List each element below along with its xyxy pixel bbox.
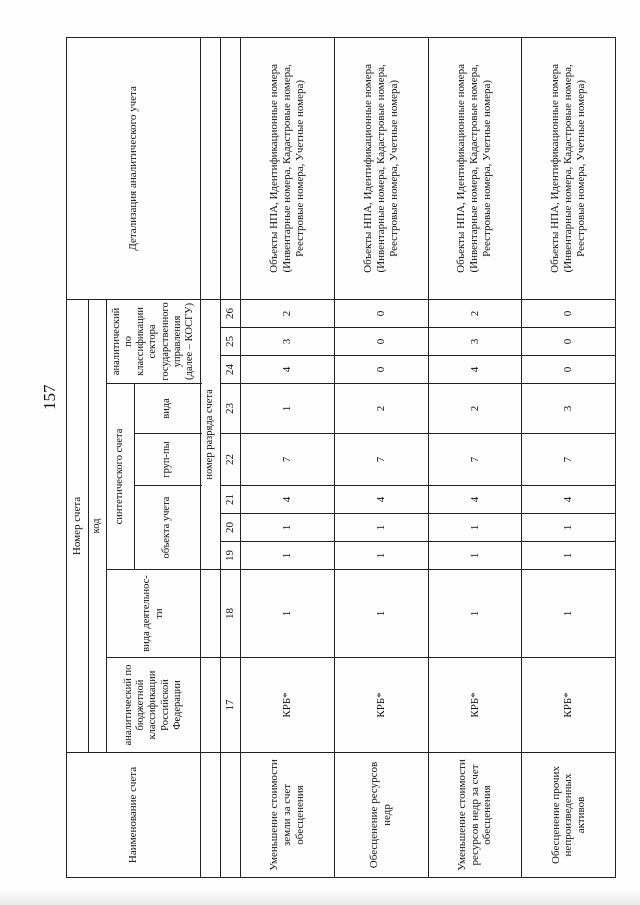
row-detail: Объекты НПА, Идентификационные номера (Инвентарные номера, Кадастровые номера, Реестровые номера, Учетные номера) [241,37,335,299]
table-cell: 1 [522,542,616,570]
table-cell: 1 [522,514,616,542]
header-kind: вида [135,384,201,434]
table-cell: КРБ* [334,658,428,753]
table-cell: 0 [522,328,616,356]
table-cell: КРБ* [241,658,335,753]
table-cell: 1 [334,514,428,542]
table-cell: 4 [428,356,522,384]
header-account-name: Наименование счета [67,753,201,878]
table-cell: 3 [428,328,522,356]
table-cell: 1 [334,542,428,570]
column-number: 24 [221,356,241,384]
digit-caption-spacer [201,658,221,753]
table-cell: 7 [334,434,428,486]
table-cell: 4 [334,486,428,514]
row-detail: Объекты НПА, Идентификационные номера (Инвентарные номера, Кадастровые номера, Реестровые номера, Учетные номера) [428,37,522,299]
header-analytical-budget: аналитический по бюджетной классификации Российской Федерации [107,658,201,753]
page-number: 157 [40,384,59,410]
table-cell: 0 [334,328,428,356]
row-account-name: Обесценение прочих непроизведенных активов [522,753,616,878]
header-code: код [89,299,107,752]
row-detail: Объекты НПА, Идентификационные номера (Инвентарные номера, Кадастровые номера, Реестровые номера, Учетные номера) [522,37,616,299]
column-number: 17 [221,658,241,753]
table-cell: 0 [522,299,616,327]
column-number: 26 [221,299,241,327]
header-analytical-kosgu: аналитический по классификации сектора государственного управления (далее – КОСГУ) [107,299,201,383]
table-cell: 0 [334,356,428,384]
table-cell: 2 [334,384,428,434]
table-cell: 7 [428,434,522,486]
column-number: 21 [221,486,241,514]
header-synthetic: синтетического счета [107,384,135,570]
scan-bottom-edge [0,890,640,905]
table-cell: КРБ* [428,658,522,753]
table-cell: 1 [334,570,428,658]
row-account-name: Уменьшение стоимости ресурсов недр за счет обесценения [428,753,522,878]
header-group: груп-пы [135,434,201,486]
table-row [241,37,335,877]
table-cell: 4 [241,486,335,514]
table-cell: 1 [241,384,335,434]
row-detail: Объекты НПА, Идентификационные номера (Инвентарные номера, Кадастровые номера, Реестровые номера, Учетные номера) [334,37,428,299]
digit-caption-row [201,37,221,877]
header-digit-number: номер разряда счета [201,299,221,569]
table-row [334,37,428,877]
table-cell: 4 [428,486,522,514]
row-account-name: Обесценение ресурсов недр [334,753,428,878]
column-number: 19 [221,542,241,570]
digit-caption-spacer [201,37,221,299]
digit-caption-spacer [201,753,221,878]
table-cell: 0 [334,299,428,327]
table-cell: 7 [241,434,335,486]
column-number: 18 [221,570,241,658]
table-cell: 1 [428,570,522,658]
table-cell: 1 [428,542,522,570]
table-cell: 1 [522,570,616,658]
table-cell: 3 [522,384,616,434]
column-number: 25 [221,328,241,356]
table-cell: 0 [522,356,616,384]
column-number: 22 [221,434,241,486]
account-table [66,37,616,878]
table-cell: 1 [241,542,335,570]
header-activity-type: вида деятельнос-ти [107,570,201,658]
header-account-number: Номер счета [67,299,89,752]
table-cell: 2 [428,384,522,434]
table-cell: 3 [241,328,335,356]
table-cell: 2 [428,299,522,327]
rotated-table-container [66,38,616,878]
column-number: 23 [221,384,241,434]
table-cell: 4 [241,356,335,384]
table-cell: 1 [241,570,335,658]
table-cell: 4 [522,486,616,514]
header-account-object: объекта учета [135,486,201,570]
header-row-1 [67,37,89,877]
row-account-name: Уменьшение стоимости земли за счет обесценения [241,753,335,878]
table-cell: 1 [241,514,335,542]
table-cell: 7 [522,434,616,486]
table-cell: 1 [428,514,522,542]
header-detail: Детализация аналитического учета [67,37,201,299]
column-number-spacer [221,753,241,878]
table-cell: 2 [241,299,335,327]
table-row [522,37,616,877]
digit-caption-spacer [201,570,221,658]
column-number: 20 [221,514,241,542]
column-number-spacer [221,37,241,299]
column-number-row [221,37,241,877]
table-cell: КРБ* [522,658,616,753]
table-row [428,37,522,877]
